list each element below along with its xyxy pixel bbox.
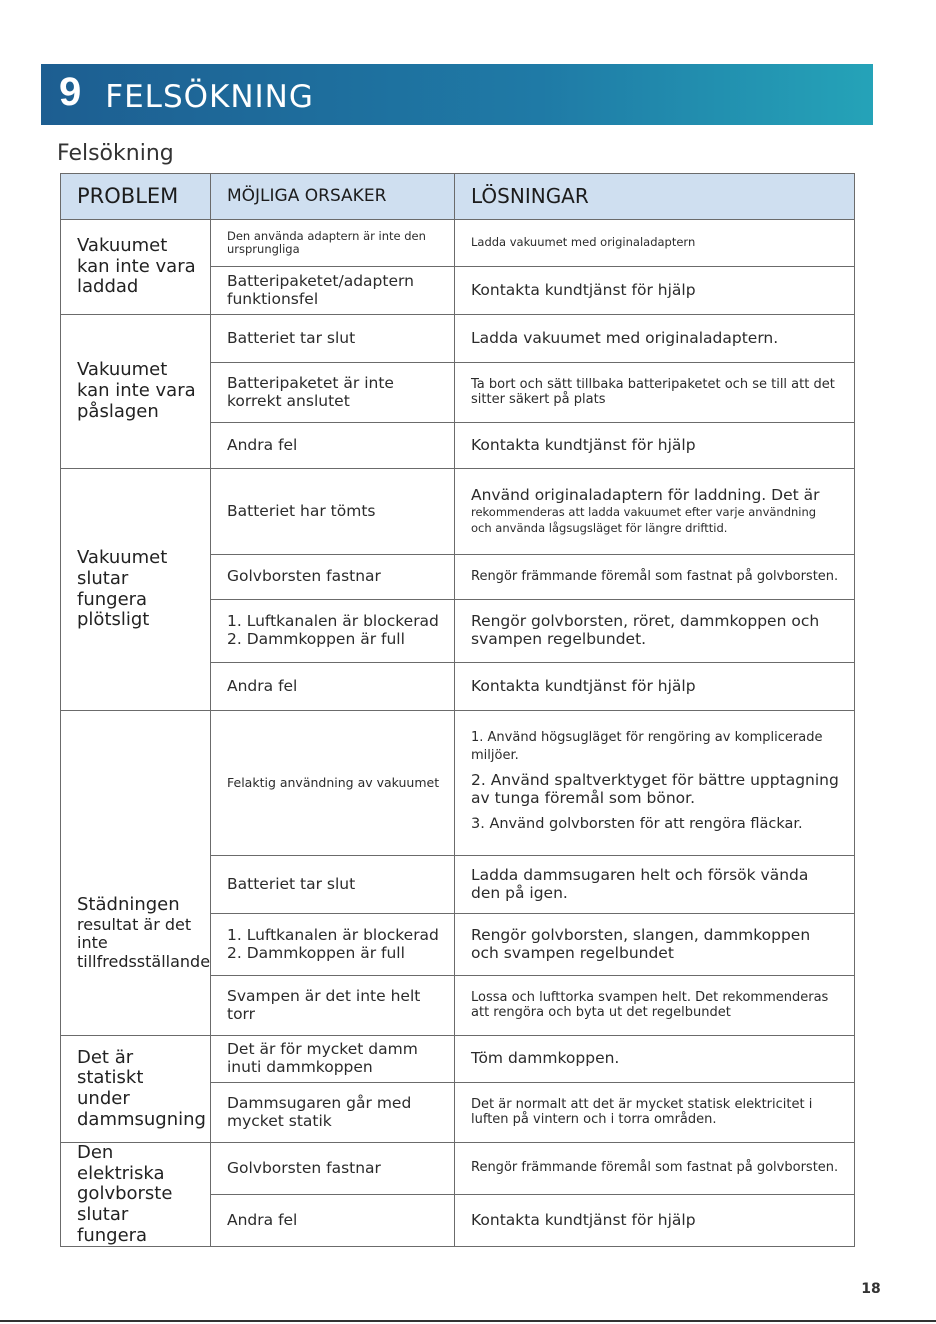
solution-note-text: rekommenderas att ladda vakuumet efter varje användning och använda lågsugsläget för längre drifttid. <box>471 505 817 536</box>
solution-cell <box>455 469 855 555</box>
solution-main-text: Använd originaladaptern för laddning. Det är <box>471 485 820 504</box>
header-solutions: LÖSNINGAR <box>455 174 855 220</box>
cause-cell: Batteripaketet är inte korrekt anslutet <box>211 363 455 423</box>
table-row <box>61 711 855 856</box>
header-causes: MÖJLIGA ORSAKER <box>211 174 455 220</box>
cause-line-1: 1. Luftkanalen är blockerad <box>227 612 439 631</box>
section-banner <box>41 64 873 125</box>
solution-cell: Rengör golvborsten, röret, dammkoppen och svampen regelbundet. <box>455 600 855 663</box>
table-row <box>61 1036 855 1083</box>
page-number: 18 <box>861 1281 881 1297</box>
solution-cell: Kontakta kundtjänst för hjälp <box>455 1195 855 1247</box>
solution-cell: Töm dammkoppen. <box>455 1036 855 1083</box>
cause-cell: Golvborsten fastnar <box>211 555 455 600</box>
table-row <box>61 220 855 267</box>
page-subtitle: Felsökning <box>57 141 174 166</box>
solution-cell: Rengör golvborsten, slangen, dammkoppen och svampen regelbundet <box>455 914 855 976</box>
cause-cell: Batteriet tar slut <box>211 315 455 363</box>
problem-cell: Vakuumet kan inte vara laddad <box>61 220 211 315</box>
cause-cell: Batteripaketet/adaptern funktionsfel <box>211 267 455 315</box>
bottom-divider <box>0 1320 936 1322</box>
cause-line-1: 1. Luftkanalen är blockerad <box>227 925 439 944</box>
solution-step-2: 2. Använd spaltverktyget för bättre upptagning av tunga föremål som bönor. <box>471 771 839 808</box>
table-row <box>61 315 855 363</box>
cause-cell: Den använda adaptern är inte den ursprungliga <box>211 220 455 267</box>
solution-cell: Rengör främmande föremål som fastnat på golvborsten. <box>455 555 855 600</box>
table-row <box>61 1143 855 1195</box>
problem-line-1: Städningen <box>77 894 180 916</box>
solution-cell: Kontakta kundtjänst för hjälp <box>455 663 855 711</box>
cause-cell: Golvborsten fastnar <box>211 1143 455 1195</box>
solution-step-3: 3. Använd golvborsten för att rengöra fläckar. <box>471 816 803 833</box>
cause-cell: Andra fel <box>211 663 455 711</box>
solution-cell: Ladda dammsugaren helt och försök vända den på igen. <box>455 856 855 914</box>
cause-line-2: 2. Dammkoppen är full <box>227 630 405 648</box>
table-header-row <box>61 174 855 220</box>
cause-cell: Det är för mycket damm inuti dammkoppen <box>211 1036 455 1083</box>
cause-cell: Andra fel <box>211 1195 455 1247</box>
solution-cell: Det är normalt att det är mycket statisk elektricitet i luften på vintern och i torra områden. <box>455 1083 855 1143</box>
solution-cell: Kontakta kundtjänst för hjälp <box>455 423 855 469</box>
solution-cell: Ladda vakuumet med originaladaptern. <box>455 315 855 363</box>
solution-step-1: 1. Använd högsugläget för rengöring av komplicerade miljöer. <box>471 730 823 763</box>
cause-cell: Batteriet har tömts <box>211 469 455 555</box>
cause-cell: Svampen är det inte helt torr <box>211 976 455 1036</box>
cause-cell: Batteriet tar slut <box>211 856 455 914</box>
cause-cell <box>211 600 455 663</box>
solution-cell: Ladda vakuumet med originaladaptern <box>455 220 855 267</box>
problem-line-2: resultat är det inte tillfredsställande <box>77 914 211 971</box>
cause-line-2: 2. Dammkoppen är full <box>227 943 405 962</box>
section-number: 9 <box>59 70 82 114</box>
header-problem: PROBLEM <box>61 174 211 220</box>
problem-cell <box>61 711 211 1036</box>
problem-cell: Vakuumet slutar fungera plötsligt <box>61 469 211 711</box>
section-title: FELSÖKNING <box>105 78 314 115</box>
solution-cell <box>455 711 855 856</box>
solution-cell: Lossa och lufttorka svampen helt. Det rekommenderas att rengöra och byta ut det regelbundet <box>455 976 855 1036</box>
problem-cell: Vakuumet kan inte vara påslagen <box>61 315 211 469</box>
cause-cell <box>211 914 455 976</box>
cause-cell: Andra fel <box>211 423 455 469</box>
problem-cell: Det är statiskt under dammsugning <box>61 1036 211 1143</box>
cause-cell: Felaktig användning av vakuumet <box>211 711 455 856</box>
solution-cell: Kontakta kundtjänst för hjälp <box>455 267 855 315</box>
problem-cell: Den elektriska golvborste slutar fungera <box>61 1143 211 1247</box>
solution-cell: Ta bort och sätt tillbaka batteripaketet och se till att det sitter säkert på plats <box>455 363 855 423</box>
troubleshooting-table <box>60 173 855 1247</box>
cause-cell: Dammsugaren går med mycket statik <box>211 1083 455 1143</box>
solution-cell: Rengör främmande föremål som fastnat på golvborsten. <box>455 1143 855 1195</box>
table-row <box>61 469 855 555</box>
